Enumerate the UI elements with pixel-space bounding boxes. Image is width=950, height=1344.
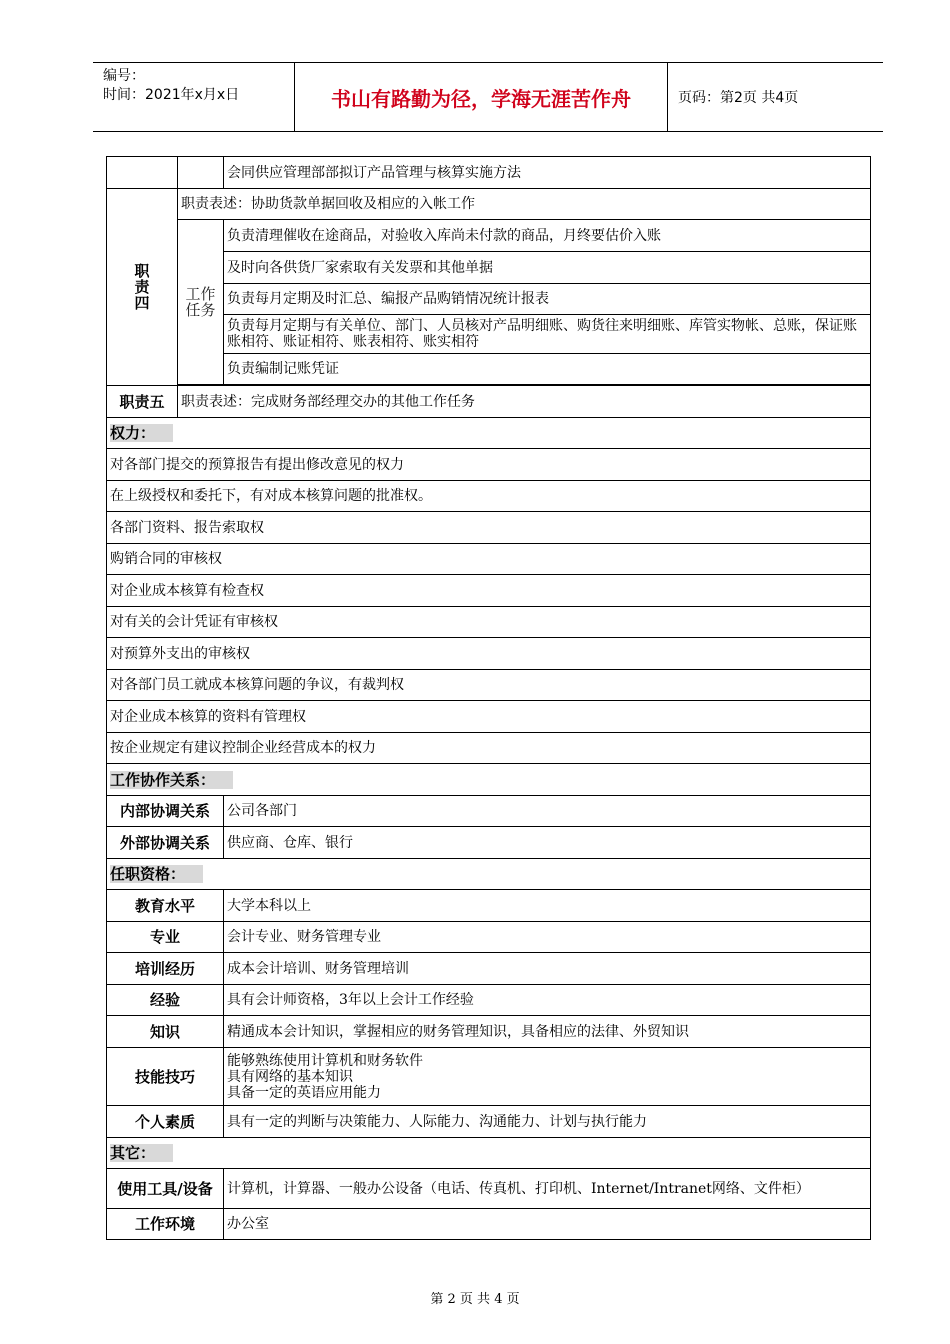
other-heading-row [107,1138,871,1169]
page-header [93,62,883,132]
skill-line: 具有网络的基本知识 [227,1068,353,1085]
other-row [107,1169,871,1209]
qualification-value: 具有会计师资格，3年以上会计工作经验 [224,985,871,1016]
task-text: 负责编制记账凭证 [224,354,871,385]
work-task-label-line: 工作 [185,285,216,303]
duty4-title-char: 职 [134,262,150,280]
authority-row [107,449,871,481]
section-heading [107,859,871,890]
skills-label: 技能技巧 [107,1048,224,1106]
other-label: 工作环境 [107,1209,224,1240]
header-page-label: 页码：第2页 共4页 [678,90,799,106]
section-heading [107,764,871,796]
qualification-row [107,1016,871,1048]
qualification-label: 知识 [107,1016,224,1048]
skill-line: 能够熟练使用计算机和财务软件 [227,1052,423,1069]
qualification-row [107,953,871,985]
cooperation-heading-row [107,764,871,796]
qualification-label: 教育水平 [107,890,224,922]
qualification-row [107,890,871,922]
duty4-title [107,189,178,386]
authority-item: 对各部门提交的预算报告有提出修改意见的权力 [107,449,871,481]
qualification-value: 精通成本会计知识，掌握相应的财务管理知识，具备相应的法律、外贸知识 [224,1016,871,1048]
authority-item: 各部门资料、报告索取权 [107,512,871,544]
header-meta [93,63,295,131]
authority-row [107,733,871,764]
skills-value [224,1048,871,1106]
other-value: 办公室 [224,1209,871,1240]
cooperation-value: 供应商、仓库、银行 [224,827,871,859]
qualification-label: 培训经历 [107,953,224,985]
job-description-table [106,156,871,1240]
personal-row [107,1106,871,1138]
authority-row [107,575,871,607]
work-task-label [178,220,224,385]
qualification-heading: 任职资格： [110,865,203,883]
empty-cell [178,157,224,189]
authority-item: 对企业成本核算的资料有管理权 [107,701,871,733]
skills-row [107,1048,871,1106]
header-motto: 书山有路勤为径，学海无涯苦作舟 [295,63,668,131]
empty-cell [107,157,178,189]
other-label: 使用工具/设备 [107,1169,224,1209]
cooperation-label: 外部协调关系 [107,827,224,859]
qualification-row [107,985,871,1016]
cooperation-value: 公司各部门 [224,796,871,827]
page-footer: 第 2 页 共 4 页 [430,1292,520,1307]
task-text: 负责清理催收在途商品，对验收入库尚未付款的商品，月终要估价入账 [224,220,871,252]
document-time-label: 时间：2021年x月x日 [103,87,240,103]
cooperation-row [107,827,871,859]
authority-heading-row [107,418,871,449]
task-text: 负责每月定期与有关单位、部门、人员核对产品明细账、购货往来明细账、库管实物帐、总账，保证账账相符、账证相符、账表相符、账实相符 [224,315,871,354]
skill-line: 具备一定的英语应用能力 [227,1084,381,1101]
duty4-title-char: 责 [134,278,150,296]
authority-row [107,701,871,733]
authority-item: 对有关的会计凭证有审核权 [107,607,871,638]
section-heading [107,1138,871,1169]
authority-item: 对企业成本核算有检查权 [107,575,871,607]
cooperation-heading: 工作协作关系： [110,771,233,789]
other-heading: 其它： [110,1144,173,1162]
qualification-heading-row [107,859,871,890]
prev-task-row [107,157,871,189]
authority-item: 对预算外支出的审核权 [107,638,871,670]
personal-label: 个人素质 [107,1106,224,1138]
task-text: 及时向各供货厂家索取有关发票和其他单据 [224,252,871,284]
authority-row [107,544,871,575]
other-value: 计算机，计算器、一般办公设备（电话、传真机、打印机、Internet/Intranet网络、文件柜） [224,1169,871,1209]
authority-item: 对各部门员工就成本核算问题的争议，有裁判权 [107,670,871,701]
authority-row [107,670,871,701]
other-row [107,1209,871,1240]
document-number-label: 编号： [103,68,145,84]
section-heading [107,418,871,449]
work-task-label-line: 任务 [185,301,216,319]
duty5-title: 职责五 [107,386,178,418]
authority-item: 购销合同的审核权 [107,544,871,575]
qualification-value: 大学本科以上 [224,890,871,922]
task-text: 会同供应管理部部拟订产品管理与核算实施方法 [224,157,871,189]
duty5-row [107,386,871,418]
task-text: 负责每月定期及时汇总、编报产品购销情况统计报表 [224,284,871,315]
authority-heading: 权力： [110,424,173,442]
authority-row [107,607,871,638]
duty5-statement: 职责表述：完成财务部经理交办的其他工作任务 [178,386,871,418]
qualification-label: 经验 [107,985,224,1016]
authority-row [107,638,871,670]
cooperation-row [107,796,871,827]
authority-row [107,481,871,512]
qualification-value: 会计专业、财务管理专业 [224,922,871,953]
duty4-statement-row [107,189,871,220]
duty4-statement: 职责表述：协助货款单据回收及相应的入帐工作 [178,189,871,220]
duty4-task-row [107,220,871,252]
cooperation-label: 内部协调关系 [107,796,224,827]
authority-item: 按企业规定有建议控制企业经营成本的权力 [107,733,871,764]
qualification-value: 成本会计培训、财务管理培训 [224,953,871,985]
authority-item: 在上级授权和委托下，有对成本核算问题的批准权。 [107,481,871,512]
qualification-label: 专业 [107,922,224,953]
authority-row [107,512,871,544]
duty4-title-char: 四 [134,294,150,312]
personal-value: 具有一定的判断与决策能力、人际能力、沟通能力、计划与执行能力 [224,1106,871,1138]
qualification-row [107,922,871,953]
